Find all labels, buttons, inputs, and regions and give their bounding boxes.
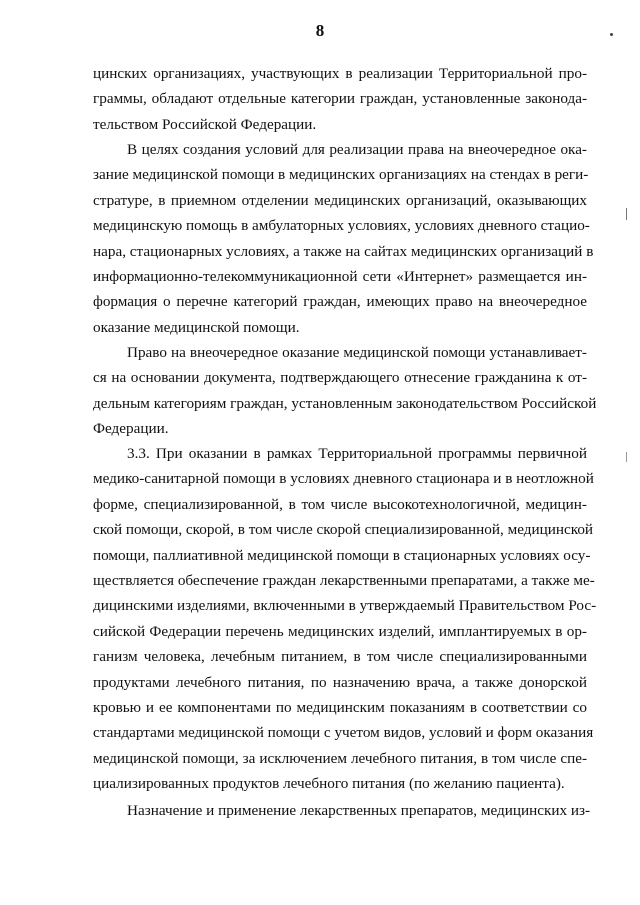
text-line: ществляется обеспечение граждан лекарственными препаратами, а также ме- xyxy=(93,571,595,589)
text-line: медико-санитарной помощи в условиях дневного стационара и в неотложной xyxy=(93,470,594,488)
scan-mark xyxy=(626,452,627,462)
text-line: граммы, обладают отдельные категории граждан, установленные законода- xyxy=(93,90,587,108)
text-line: тельством Российской Федерации. xyxy=(93,115,317,133)
paragraph-2 xyxy=(93,137,594,340)
paragraph-3 xyxy=(93,340,597,442)
text-line: стратуре, в приемном отделении медицинских организаций, оказывающих xyxy=(93,191,587,209)
text-line: Право на внеочередное оказание медицинской помощи устанавливает- xyxy=(127,344,587,361)
text-line: медицинскую помощь в амбулаторных условиях, условиях дневного стацио- xyxy=(93,217,590,235)
text-line: дицинскими изделиями, включенными в утверждаемый Правительством Рос- xyxy=(93,597,597,615)
text-line: ской помощи, скорой, в том числе скорой специализированной, медицинской xyxy=(93,521,594,539)
text-line: ганизм человека, лечебным питанием, в том числе специализированными xyxy=(93,648,587,666)
text-line: циализированных продуктов лечебного питания (по желанию пациента). xyxy=(93,775,565,793)
text-line: помощи, паллиативной медицинской помощи в стационарных условиях осу- xyxy=(93,546,591,564)
text-line: В целях создания условий для реализации права на внеочередное ока- xyxy=(127,141,587,158)
paragraph-5 xyxy=(93,798,591,823)
text-line: стандартами медицинской помощи с учетом видов, условий и форм оказания xyxy=(93,724,594,742)
text-line: цинских организациях, участвующих в реализации Территориальной про- xyxy=(93,65,587,82)
text-line: ся на основании документа, подтверждающего отнесение гражданина к от- xyxy=(93,369,587,387)
paragraph-1 xyxy=(93,61,587,137)
text-line: информационно-телекоммуникационной сети «Интернет» размещается ин- xyxy=(93,267,587,285)
text-line: форме, специализированной, в том числе высокотехнологичной, медицин- xyxy=(93,495,587,513)
text-line: дельным категориям граждан, установленным законодательством Российской xyxy=(93,394,597,412)
text-line: формация о перечне категорий граждан, имеющих право на внеочередное xyxy=(93,293,587,311)
text-line: зание медицинской помощи в медицинских организациях на стендах в реги- xyxy=(93,166,589,184)
text-line: продуктами лечебного питания, по назначению врача, а также донорской xyxy=(93,673,587,691)
text-line: Назначение и применение лекарственных препаратов, медицинских из- xyxy=(127,802,591,819)
text-line: оказание медицинской помощи. xyxy=(93,318,300,336)
text-line: медицинской помощи, за исключением лечебного питания, в том числе спе- xyxy=(93,749,587,767)
text-line: сийской Федерации перечень медицинских изделий, имплантируемых в ор- xyxy=(93,622,587,640)
text-line: 3.3. При оказании в рамках Территориальной программы первичной xyxy=(127,445,587,462)
text-line: Федерации. xyxy=(93,420,169,438)
text-line: кровью и ее компонентами по медицинским показаниям в соответствии со xyxy=(93,698,587,716)
scan-mark xyxy=(626,208,627,220)
scan-speck xyxy=(610,33,613,36)
text-line: нара, стационарных условиях, а также на сайтах медицинских организаций в xyxy=(93,242,594,260)
paragraph-4 xyxy=(93,441,597,796)
page-number: 8 xyxy=(315,21,325,40)
